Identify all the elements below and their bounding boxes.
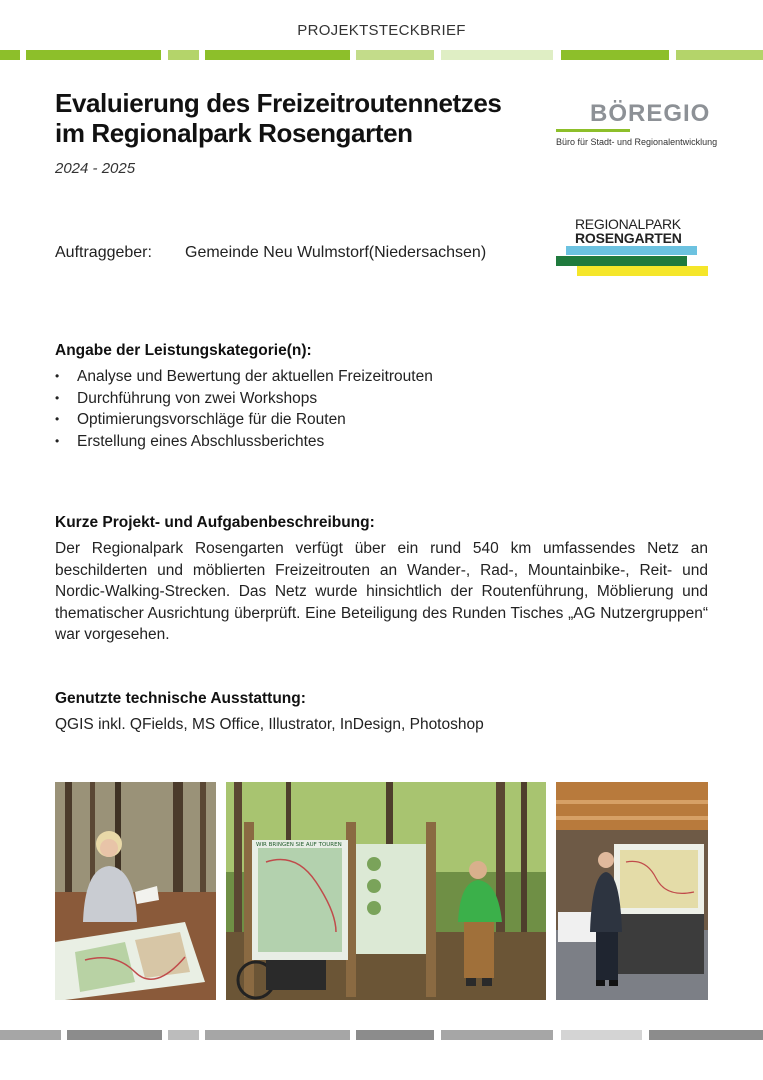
boregio-logo-underline — [556, 129, 630, 132]
project-years: 2024 - 2025 — [55, 160, 136, 177]
list-item: • Durchführung von zwei Workshops — [55, 388, 433, 410]
project-title — [55, 88, 555, 148]
list-item: • Erstellung eines Abschlussberichtes — [55, 431, 433, 453]
regionalpark-logo-yellow-stripe — [577, 266, 708, 276]
sign-header-text: WIR BRINGEN SIE AUF TOUREN — [256, 842, 342, 848]
project-title-line-2: im Regionalpark Rosengarten — [55, 118, 413, 148]
project-title-line-1: Evaluierung des Freizeitroutennetzes — [55, 88, 502, 118]
photo-workshop-forest — [55, 782, 216, 1000]
photo-workshop-indoor — [556, 782, 708, 1000]
regionalpark-logo-green-stripe — [556, 256, 687, 266]
document-type-label: PROJEKTSTECKBRIEF — [297, 22, 466, 39]
list-item: • Analyse und Bewertung der aktuellen Freizeitrouten — [55, 366, 433, 388]
boregio-logo-subtitle: Büro für Stadt- und Regionalentwicklung — [556, 137, 718, 147]
services-heading: Angabe der Leistungskategorie(n): — [55, 342, 312, 359]
services-list — [55, 366, 433, 452]
client-value: Gemeinde Neu Wulmstorf(Niedersachsen) — [185, 244, 487, 261]
boregio-logo-wordmark: BÖREGIO — [590, 100, 711, 127]
client-label: Auftraggeber: — [55, 244, 152, 261]
list-item: • Optimierungsvorschläge für die Routen — [55, 409, 433, 431]
photo-route-sign — [226, 782, 546, 1000]
regionalpark-logo-line-2: ROSENGARTEN — [575, 230, 682, 246]
description-text: Der Regionalpark Rosengarten verfügt über ein rund 540 km umfassendes Netz an beschilderten und möblierten Freizeitrouten an Wander-, Rad-, Mountainbike-, Reit- und Nordic-Walking-Strecken. Das Netz wurde hinsichtlich der Routenführung, Möblierung und thematischer Ausrichtung überprüft. Eine Beteiligung des Runden Tisches „AG Nutzergruppen“ war vorgesehen. — [55, 540, 708, 643]
equipment-text: QGIS inkl. QFields, MS Office, Illustrator, InDesign, Photoshop — [55, 716, 484, 733]
equipment-heading: Genutzte technische Ausstattung: — [55, 690, 306, 707]
regionalpark-logo-line-1: REGIONALPARK — [575, 216, 681, 232]
regionalpark-logo-blue-stripe — [566, 246, 697, 255]
description-heading: Kurze Projekt- und Aufgabenbeschreibung: — [55, 514, 375, 531]
